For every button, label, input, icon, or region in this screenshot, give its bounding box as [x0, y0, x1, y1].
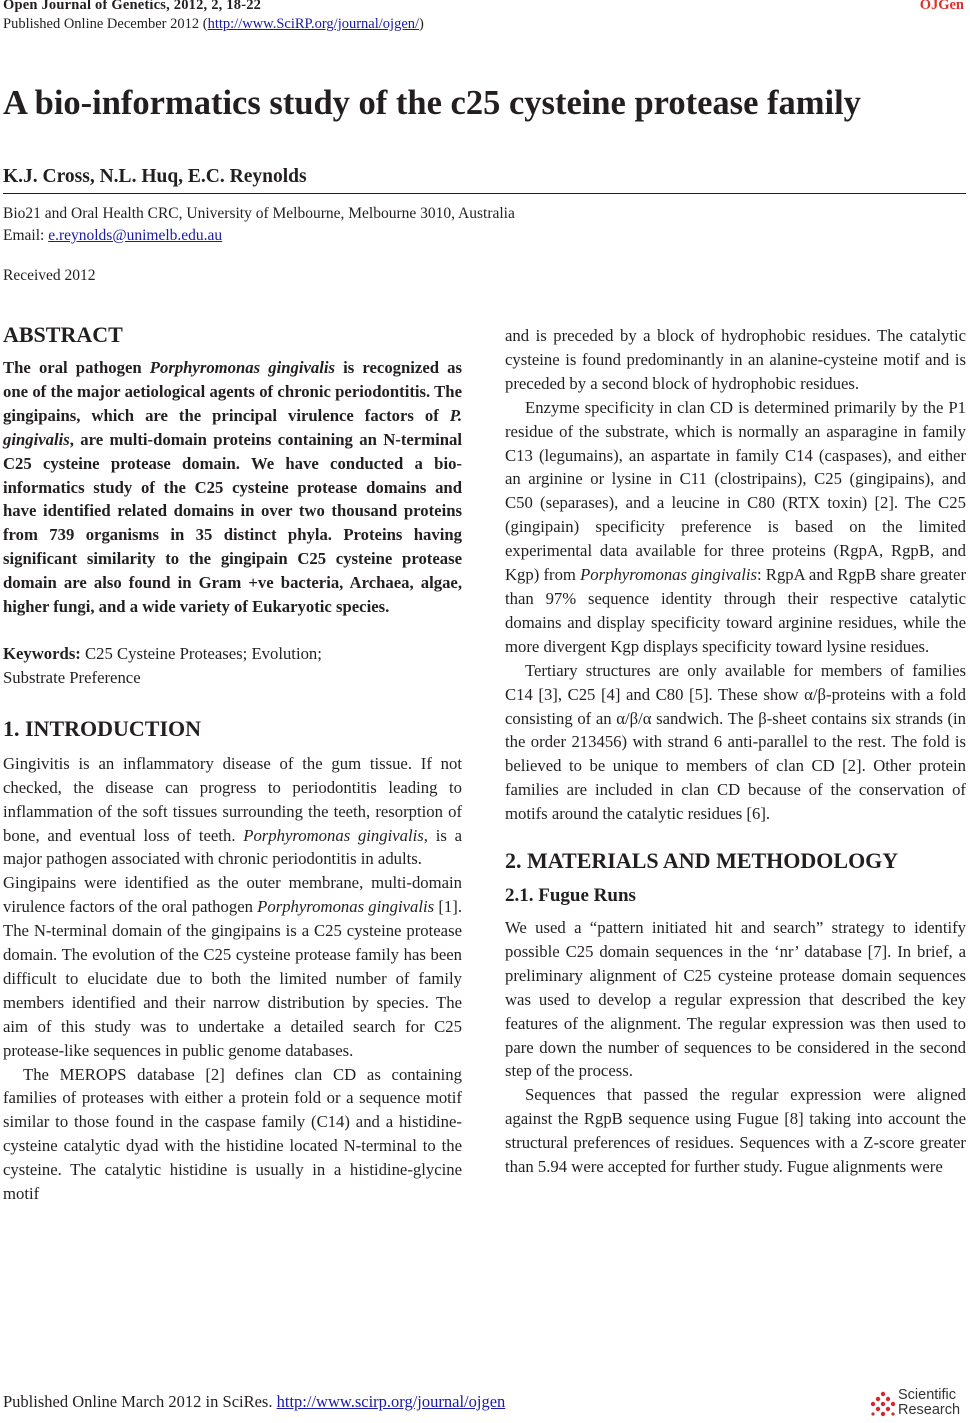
paragraph: Tertiary structures are only available for members of families C14 [3], C25 [4] and C80 [5]. These show α/β-proteins with a fold consisting of an α/β/α sandwich. The β-sheet contains six strands (in the order 213456) with strand 6 anti-parallel to the rest. The fold is believed to be unique to members of clan CD [2]. Other protein families are included in clan CD because of the conservation of motifs around the catalytic residues [6].	[505, 660, 966, 824]
logo-mark-icon	[870, 1391, 896, 1421]
received-date: Received 2012	[3, 267, 96, 284]
paragraph: Sequences that passed the regular expression were aligned against the RgpB sequence using Fugue [8] taking into account the structural preferences of residues. Sequences with a Z-score greater than 5.94 were accepted for further study. Fugue alignments were	[505, 1085, 966, 1177]
species-name: Porphyromonas gingivalis	[257, 897, 435, 917]
logo-text	[898, 1388, 960, 1418]
journal-url-link[interactable]: http://www.SciRP.org/journal/ojgen/	[207, 16, 420, 32]
published-online-line	[3, 16, 424, 33]
published-suffix: )	[419, 16, 424, 32]
paragraph	[3, 871, 462, 1062]
paragraph: and is preceded by a block of hydrophobic residues. The catalytic cysteine is found predominantly in an alanine-cysteine motif and is preceded by a second block of hydrophobic residues.	[505, 326, 966, 393]
text: Gingivitis is an inflammatory disease of the gum tissue. If not checked, the disease can progress to periodontitis leading to inflammation of the soft tissues surrounding the teeth, resorption of bone, and eventual loss of teeth.	[3, 753, 462, 845]
paragraph: We used a “pattern initiated hit and search” strategy to identify possible C25 domain sequences in the ‘nr’ database [7]. In brief, a preliminary alignment of C25 cysteine protease domain sequences was used to develop a regular expression that described the key features of the alignment. The regular expression was then used to pare down the number of sequences to be considered in the second step of the process.	[505, 918, 966, 1081]
species-name: Porphyromonas gingivalis	[243, 825, 424, 845]
published-prefix: Published Online December 2012 (	[3, 16, 208, 32]
abstract-part: is recognized as one of the major aetiological agents of chronic periodontitis. The gingipains, which are the principal virulence factors of	[3, 358, 462, 425]
species-name: Porphyromonas gingivalis	[580, 565, 757, 585]
keywords-list: Substrate Preference	[3, 667, 141, 687]
left-column	[3, 322, 462, 1206]
abstract-part: The oral pathogen	[3, 358, 150, 377]
fugue-runs-heading: 2.1. Fugue Runs	[505, 885, 636, 907]
right-column	[505, 324, 966, 1179]
text: Gingipains were identified as the outer membrane, multi-domain virulence factors of the oral pathogen	[3, 873, 462, 917]
paper-title: A bio-informatics study of the c25 cysteine protease family	[3, 84, 861, 122]
email-link[interactable]: e.reynolds@unimelb.edu.au	[48, 227, 223, 244]
paragraph	[505, 396, 966, 659]
text: Enzyme specificity in clan CD is determined primarily by the P1 residue of the substrate, which is normally an asparagine in family C13 (legumains), an aspartate in family C14 (caspases), and either an arginine or lysine in C11 (clostripains), C25 (gingipains), and C50 (separases), and a leucine in C80 (RTX toxin) [2]. The C25 (gingipain) specificity preference is based on the limited experimental data available for three proteins (RgpA, RgpB, and Kgp) from	[505, 397, 966, 585]
methods-heading: 2. MATERIALS AND METHODOLOGY	[505, 848, 899, 874]
footer-text: Published Online March 2012 in SciRes.	[3, 1392, 277, 1411]
abstract-text	[3, 356, 462, 619]
species-name: Porphyromonas gingivalis	[149, 358, 336, 377]
introduction-heading: 1. INTRODUCTION	[3, 715, 202, 741]
keywords	[3, 642, 462, 690]
paper-authors: K.J. Cross, N.L. Huq, E.C. Reynolds	[3, 166, 307, 187]
text: [1]. The N-terminal domain of the gingipains is a C25 cysteine protease domain. The evolution of the C25 cysteine protease family has been difficult to elucidate due to both the limited number of family members identified and their narrow distribution by species. The aim of this study was to undertake a detailed search for C25 protease-like sequences in public genome databases.	[3, 897, 462, 1060]
abstract-heading: ABSTRACT	[3, 322, 123, 347]
scientific-research-logo	[870, 1388, 966, 1422]
journal-short-name: OJGen	[919, 0, 964, 13]
logo-line: Research	[898, 1402, 961, 1418]
text: , is a major pathogen associated with chronic periodontitis in adults.	[3, 825, 462, 869]
keywords-label: Keywords:	[3, 643, 81, 663]
species-name: P. gingivalis	[3, 405, 462, 449]
footer-url-link[interactable]: http://www.scirp.org/journal/ojgen	[276, 1392, 506, 1411]
email-label: Email:	[3, 227, 49, 244]
paragraph: The MEROPS database [2] defines clan CD as containing families of proteases with either a protein fold or a sequence motif similar to those found in the caspase family (C14) and a histidine-cysteine catalytic dyad with the histidine located N-terminal to the cysteine. The catalytic histidine is usually in a histidine-glycine motif	[3, 1064, 462, 1204]
paragraph	[3, 752, 462, 872]
logo-line: Scientific	[898, 1387, 957, 1403]
keywords-list: C25 Cysteine Proteases; Evolution;	[80, 643, 322, 663]
text: : RgpA and RgpB share greater than 97% sequence identity through their respective catalytic domains and display specificity toward arginine residues, while the more divergent Kgp displays specificity toward lysine residues.	[505, 565, 967, 656]
footer	[3, 1392, 505, 1412]
abstract-part: , are multi-domain proteins containing an N-terminal C25 cysteine protease domain. We have conducted a bio-informatics study of the C25 cysteine protease domains and have identified related domains in over two thousand proteins from 739 organisms in 35 distinct phyla. Proteins having significant similarity to the gingipain C25 cysteine protease domain are also found in Gram +ve bacteria, Archaea, algae, higher fungi, and a wide variety of Eukaryotic species.	[3, 429, 462, 617]
journal-citation: Open Journal of Genetics, 2012, 2, 18-22	[3, 0, 262, 13]
title-divider	[3, 193, 966, 194]
email-line	[3, 227, 222, 245]
affiliation: Bio21 and Oral Health CRC, University of Melbourne, Melbourne 3010, Australia	[3, 205, 515, 222]
